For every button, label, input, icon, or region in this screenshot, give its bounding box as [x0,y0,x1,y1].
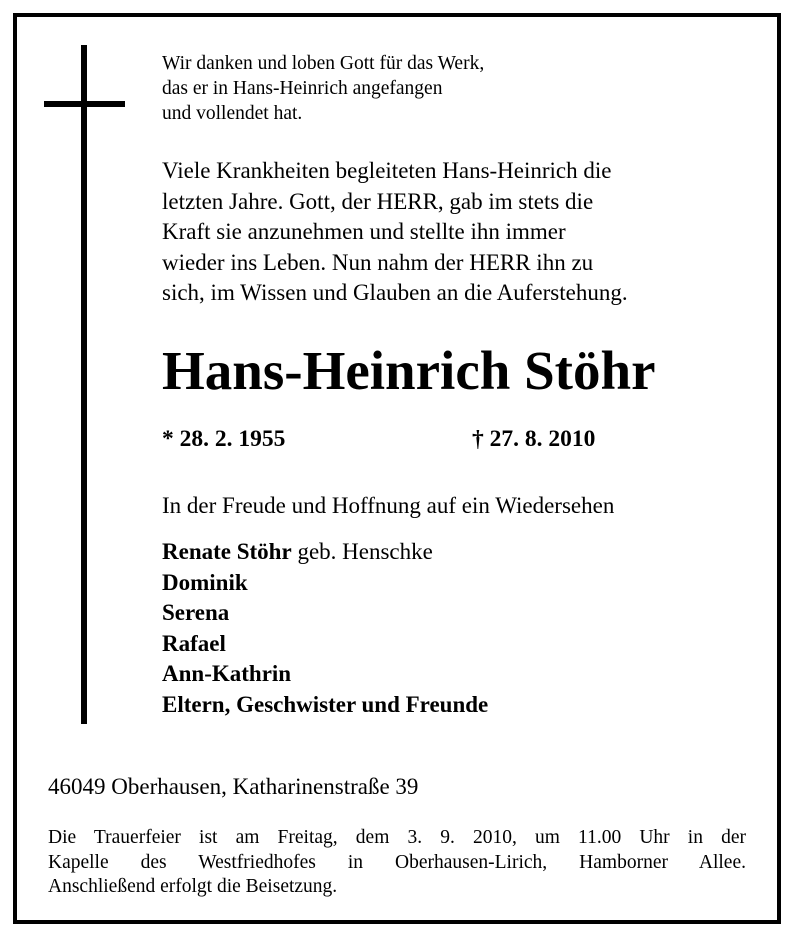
life-dates [162,424,596,454]
spouse-name: Renate Stöhr [162,539,292,564]
spouse-maiden-name: geb. Henschke [291,539,433,564]
death-date: † 27. 8. 2010 [472,426,596,452]
paragraph-line: Kraft sie anzunehmen und stellte ihn immer [162,219,566,244]
deceased-name: Hans-Heinrich Stöhr [162,340,656,401]
family-member: Ann-Kathrin [162,661,292,686]
notice-line: Die Trauerfeier ist am Freitag, dem 3. 9. 2010, um 11.00 Uhr in der [48,827,746,848]
family-member: Serena [162,600,230,625]
family-address: 46049 Oberhausen, Katharinenstraße 39 [48,774,419,799]
cross-icon-horizontal-bar [44,101,125,107]
funeral-notice [48,826,746,900]
bible-verse [162,51,484,126]
family-member: Eltern, Geschwister und Freunde [162,691,489,717]
verse-line: und vollendet hat. [162,103,303,124]
cross-icon-vertical-bar [81,45,87,724]
memorial-paragraph [162,156,628,309]
paragraph-line: wieder ins Leben. Nun nahm der HERR ihn zu [162,249,594,275]
birth-date: * 28. 2. 1955 [162,426,286,452]
family-member: Rafael [162,630,226,656]
family-member: Dominik [162,569,248,595]
verse-line: das er in Hans-Heinrich angefangen [162,78,443,99]
notice-line: Kapelle des Westfriedhofes in Oberhausen-Lirich, Hamborner Allee. [48,851,746,873]
verse-line: Wir danken und loben Gott für das Werk, [162,53,485,74]
family-list [162,537,488,720]
paragraph-line: sich, im Wissen und Glauben an die Auferstehung. [162,280,628,305]
family-member-spouse [162,537,488,568]
paragraph-line: Viele Krankheiten begleiteten Hans-Heinrich die [162,158,612,183]
hope-line: In der Freude und Hoffnung auf ein Wiedersehen [162,493,615,518]
notice-line: Anschließend erfolgt die Beisetzung. [48,876,338,897]
paragraph-line: letzten Jahre. Gott, der HERR, gab im stets die [162,188,594,214]
